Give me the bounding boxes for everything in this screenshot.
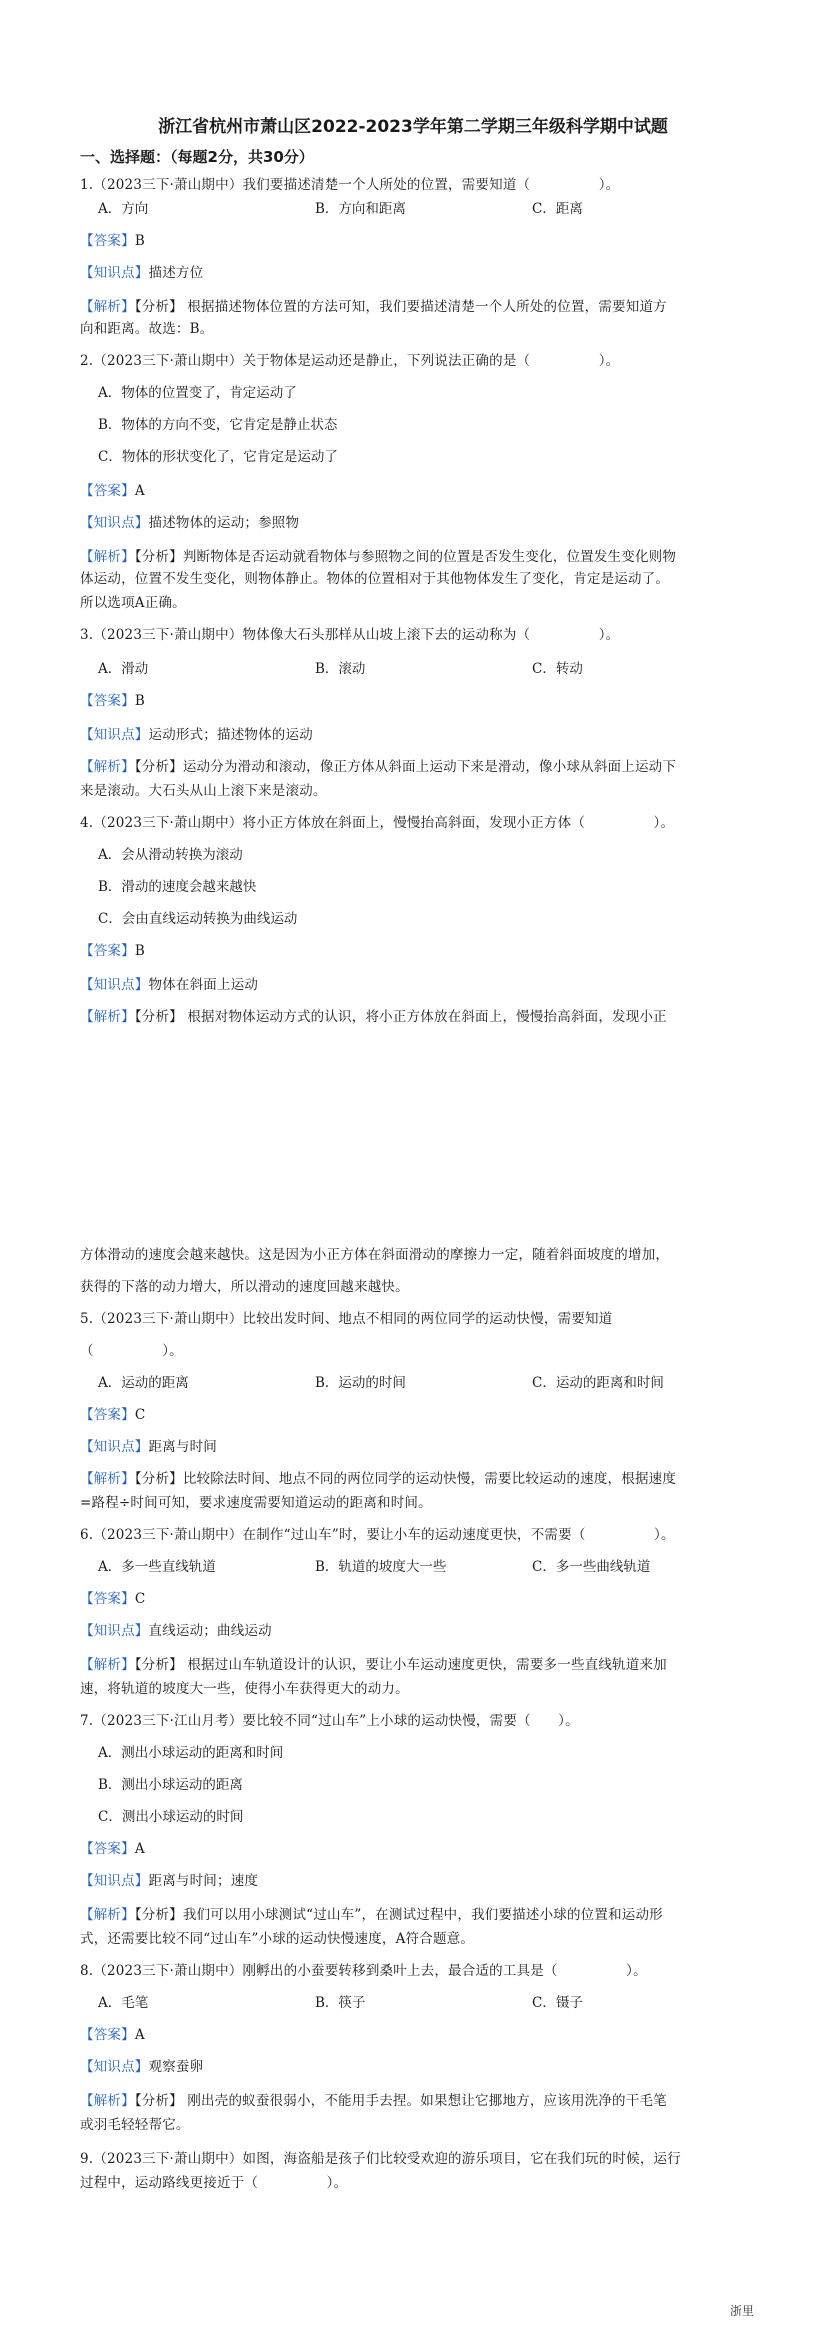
question-4-analysis-line-3: 获得的下落的动力增大，所以滑动的速度回越来越快。 — [80, 1279, 409, 1295]
question-3-analysis-line-1: 【解析】【分析】运动分为滑动和滚动，像正方体从斜面上运动下来是滑动，像小球从斜面上运动下 — [80, 759, 677, 775]
question-7-stem: 7.（2023三下·江山月考）要比较不同“过山车”上小球的运动快慢，需要（ ）。 — [80, 1713, 579, 1729]
question-8-option-b: B．筷子 — [315, 1995, 366, 2011]
question-6-option-a: A．多一些直线轨道 — [98, 1559, 216, 1575]
question-5-stem-line-1: 5.（2023三下·萧山期中）比较出发时间、地点不相同的两位同学的运动快慢，需要知道 — [80, 1311, 613, 1327]
question-8-analysis-line-1: 【解析】【分析】 刚出壳的蚁蚕很弱小，不能用手去捏。如果想让它挪地方，应该用洗净的干毛笔 — [80, 2093, 667, 2109]
question-3-option-c: C．转动 — [532, 661, 583, 677]
question-7-analysis-line-1: 【解析】【分析】我们可以用小球测试“过山车”，在测试过程中，我们要描述小球的位置和运动形 — [80, 1907, 663, 1923]
question-8-stem: 8.（2023三下·萧山期中）刚孵出的小蚕要转移到桑叶上去，最合适的工具是（ ）。 — [80, 1963, 647, 1979]
question-2-analysis-line-1: 【解析】【分析】判断物体是否运动就看物体与参照物之间的位置是否发生变化，位置发生变化则物 — [80, 549, 677, 565]
question-9-stem-line-2: 过程中，运动路线更接近于（ ）。 — [80, 2175, 348, 2191]
question-3-option-a: A．滑动 — [98, 661, 149, 677]
question-2-analysis-line-3: 所以选项A正确。 — [80, 595, 186, 611]
question-3-option-b: B．滚动 — [315, 661, 366, 677]
question-6-analysis-line-1: 【解析】【分析】 根据过山车轨道设计的认识，要让小车运动速度更快，需要多一些直线轨道来加 — [80, 1657, 667, 1673]
question-6-analysis-line-2: 速，将轨道的坡度大一些，使得小车获得更大的动力。 — [80, 1681, 409, 1697]
question-1-knowledge: 【知识点】描述方位 — [80, 265, 204, 281]
question-7-analysis-line-2: 式，还需要比较不同“过山车”小球的运动快慢速度，A符合题意。 — [80, 1931, 475, 1947]
question-4-knowledge: 【知识点】物体在斜面上运动 — [80, 977, 259, 993]
question-4-stem: 4.（2023三下·萧山期中）将小正方体放在斜面上，慢慢抬高斜面，发现小正方体（ ）。 — [80, 815, 675, 831]
knowledge-tag: 【知识点】 — [80, 265, 149, 281]
question-9-stem-line-1: 9.（2023三下·萧山期中）如图，海盗船是孩子们比较受欢迎的游乐项目，它在我们玩的时候，运行 — [80, 2151, 681, 2167]
question-2-option-a: A．物体的位置变了，肯定运动了 — [98, 385, 297, 401]
question-8-answer: 【答案】A — [80, 2027, 145, 2043]
answer-tag: 【答案】 — [80, 233, 135, 249]
question-5-option-a: A．运动的距离 — [98, 1375, 189, 1391]
question-5-option-b: B．运动的时间 — [315, 1375, 406, 1391]
question-8-option-c: C．镊子 — [532, 1995, 583, 2011]
question-6-stem: 6.（2023三下·萧山期中）在制作“过山车”时，要让小车的运动速度更快，不需要（ ）。 — [80, 1527, 675, 1543]
analysis-tag: 【解析】 — [80, 299, 135, 315]
question-6-option-c: C．多一些曲线轨道 — [532, 1559, 651, 1575]
question-5-stem-line-2: （ ）。 — [80, 1343, 183, 1359]
question-7-option-b: B．测出小球运动的距离 — [98, 1777, 243, 1793]
question-2-stem: 2.（2023三下·萧山期中）关于物体是运动还是静止，下列说法正确的是（ ）。 — [80, 353, 620, 369]
question-7-answer: 【答案】A — [80, 1841, 145, 1857]
section-heading: 一、选择题：（每题2分，共30分） — [80, 148, 314, 166]
question-4-option-c: C．会由直线运动转换为曲线运动 — [98, 911, 298, 927]
question-2-option-c: C．物体的形状变化了，它肯定是运动了 — [98, 449, 338, 465]
question-7-knowledge: 【知识点】距离与时间；速度 — [80, 1873, 259, 1889]
question-7-option-a: A．测出小球运动的距离和时间 — [98, 1745, 284, 1761]
question-3-knowledge: 【知识点】运动形式；描述物体的运动 — [80, 727, 313, 743]
question-5-analysis-line-1: 【解析】【分析】比较除法时间、地点不同的两位同学的运动快慢，需要比较运动的速度，根据速度 — [80, 1471, 677, 1487]
question-7-option-c: C．测出小球运动的时间 — [98, 1809, 244, 1825]
question-4-analysis-line-1: 【解析】【分析】 根据对物体运动方式的认识，将小正方体放在斜面上，慢慢抬高斜面，发现小正 — [80, 1009, 667, 1025]
question-1-option-c: C．距离 — [532, 201, 583, 217]
question-4-answer: 【答案】B — [80, 943, 145, 959]
question-2-knowledge: 【知识点】描述物体的运动；参照物 — [80, 515, 300, 531]
question-6-option-b: B．轨道的坡度大一些 — [315, 1559, 447, 1575]
question-5-analysis-line-2: =路程÷时间可知，要求速度需要知道运动的距离和时间。 — [80, 1495, 432, 1511]
document-title: 浙江省杭州市萧山区2022-2023学年第二学期三年级科学期中试题 — [158, 117, 668, 137]
question-4-analysis-line-2: 方体滑动的速度会越来越快。这是因为小正方体在斜面滑动的摩擦力一定，随着斜面坡度的增加， — [80, 1247, 670, 1263]
question-1-analysis-line-1: 【解析】【分析】 根据描述物体位置的方法可知，我们要描述清楚一个人所处的位置，需要知道方 — [80, 299, 667, 315]
question-3-stem: 3.（2023三下·萧山期中）物体像大石头那样从山坡上滚下去的运动称为（ ）。 — [80, 627, 620, 643]
question-3-answer: 【答案】B — [80, 693, 145, 709]
question-5-option-c: C．运动的距离和时间 — [532, 1375, 664, 1391]
question-6-answer: 【答案】C — [80, 1591, 146, 1607]
question-8-knowledge: 【知识点】观察蚕卵 — [80, 2059, 204, 2075]
question-6-knowledge: 【知识点】直线运动；曲线运动 — [80, 1623, 272, 1639]
question-8-analysis-line-2: 或羽毛轻轻帮它。 — [80, 2117, 190, 2133]
question-5-answer: 【答案】C — [80, 1407, 146, 1423]
question-1-option-a: A．方向 — [98, 201, 149, 217]
question-5-knowledge: 【知识点】距离与时间 — [80, 1439, 217, 1455]
question-1-stem: 1.（2023三下·萧山期中）我们要描述清楚一个人所处的位置，需要知道（ ）。 — [80, 177, 620, 193]
question-3-analysis-line-2: 来是滚动。大石头从山上滚下来是滚动。 — [80, 783, 327, 799]
page-footer: 浙里 — [729, 2304, 754, 2318]
question-2-answer: 【答案】A — [80, 483, 145, 499]
question-1-option-b: B．方向和距离 — [315, 201, 406, 217]
question-4-option-b: B．滑动的速度会越来越快 — [98, 879, 257, 895]
question-1-analysis-line-2: 向和距离。故选：B。 — [80, 321, 214, 337]
question-1-answer: 【答案】B — [80, 233, 145, 249]
question-8-option-a: A．毛笔 — [98, 1995, 149, 2011]
question-2-option-b: B．物体的方向不变，它肯定是静止状态 — [98, 417, 338, 433]
question-4-option-a: A．会从滑动转换为滚动 — [98, 847, 243, 863]
question-2-analysis-line-2: 体运动，位置不发生变化，则物体静止。物体的位置相对于其他物体发生了变化，肯定是运动了。 — [80, 571, 670, 587]
